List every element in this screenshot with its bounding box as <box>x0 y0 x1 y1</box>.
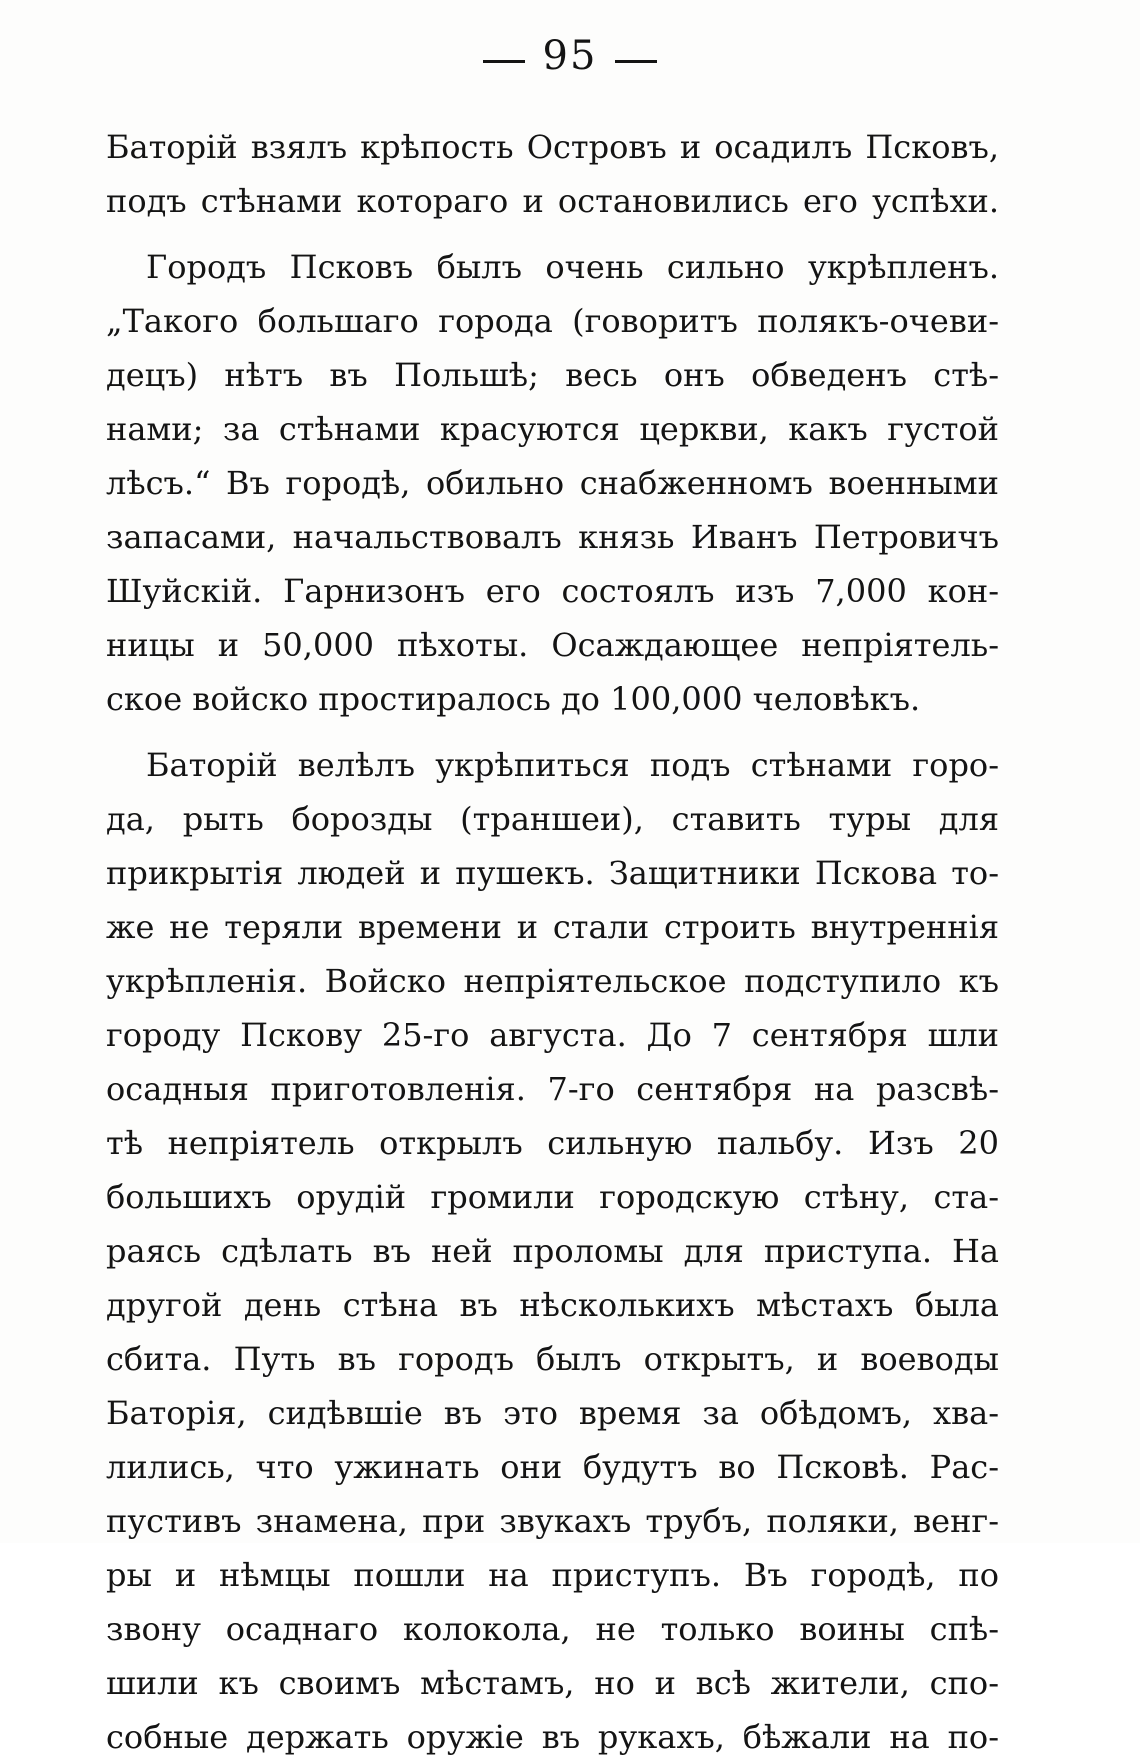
left-dash <box>483 60 525 63</box>
text-line: Городъ Псковъ былъ очень сильно укрѣпленъ. <box>146 248 999 286</box>
text-line: Баторія, сидѣвшіе въ это время за обѣдомъ, хва- <box>106 1394 999 1432</box>
text-line: раясь сдѣлать въ ней проломы для приступа. На <box>106 1232 999 1270</box>
text-line: сбита. Путь въ городъ былъ открытъ, и воеводы <box>106 1340 999 1378</box>
text-line: большихъ орудій громили городскую стѣну, ста- <box>106 1178 999 1216</box>
text-line: Шуйскій. Гарнизонъ его состоялъ изъ 7,000 кон- <box>106 572 999 610</box>
text-line: звону осаднаго колокола, не только воины спѣ- <box>106 1610 999 1648</box>
paragraph <box>106 738 999 1764</box>
page-number: 95 <box>542 33 598 79</box>
paragraph <box>106 240 999 726</box>
text-line: ское войско простиралось до 100,000 человѣкъ. <box>106 680 921 718</box>
text-line: укрѣпленія. Войско непріятельское подступило къ <box>106 962 999 1000</box>
text-line: другой день стѣна въ нѣсколькихъ мѣстахъ была <box>106 1286 999 1324</box>
text-line: запасами, начальствовалъ князь Иванъ Петровичъ <box>106 518 999 556</box>
text-line: децъ) нѣтъ въ Польшѣ; весь онъ обведенъ стѣ- <box>106 356 999 394</box>
right-dash <box>615 60 657 63</box>
text-line: же не теряли времени и стали строить внутреннія <box>106 908 999 946</box>
text-line: осадныя приготовленія. 7-го сентября на разсвѣ- <box>106 1070 999 1108</box>
text-line: подъ стѣнами котораго и остановились его успѣхи. <box>106 182 999 220</box>
text-line: шили къ своимъ мѣстамъ, но и всѣ жители, спо- <box>106 1664 999 1702</box>
text-line: ницы и 50,000 пѣхоты. Осаждающее непріятель- <box>106 626 999 664</box>
text-line: лились, что ужинать они будутъ во Псковѣ. Рас- <box>106 1448 999 1486</box>
text-line: тѣ непріятель открылъ сильную пальбу. Изъ 20 <box>106 1124 999 1162</box>
paragraph <box>106 120 999 228</box>
text-line: собные держать оружіе въ рукахъ, бѣжали на по- <box>106 1718 999 1756</box>
text-line: „Такого большаго города (говоритъ полякъ-очеви- <box>106 302 999 340</box>
text-line: да, рыть борозды (траншеи), ставить туры для <box>106 800 999 838</box>
text-line: нами; за стѣнами красуются церкви, какъ густой <box>106 410 999 448</box>
text-line: пустивъ знамена, при звукахъ трубъ, поляки, венг- <box>106 1502 999 1540</box>
text-line: лѣсъ.“ Въ городѣ, обильно снабженномъ военными <box>106 464 999 502</box>
text-line: ры и нѣмцы пошли на приступъ. Въ городѣ, по <box>106 1556 999 1594</box>
body-text <box>106 120 999 1764</box>
page-number-header <box>0 28 1140 84</box>
text-line: городу Пскову 25-го августа. До 7 сентября шли <box>106 1016 999 1054</box>
text-line: Баторій велѣлъ укрѣпиться подъ стѣнами горо- <box>146 746 999 784</box>
text-line: Баторій взялъ крѣпость Островъ и осадилъ Псковъ, <box>106 128 999 166</box>
text-line: прикрытія людей и пушекъ. Защитники Пскова то- <box>106 854 999 892</box>
